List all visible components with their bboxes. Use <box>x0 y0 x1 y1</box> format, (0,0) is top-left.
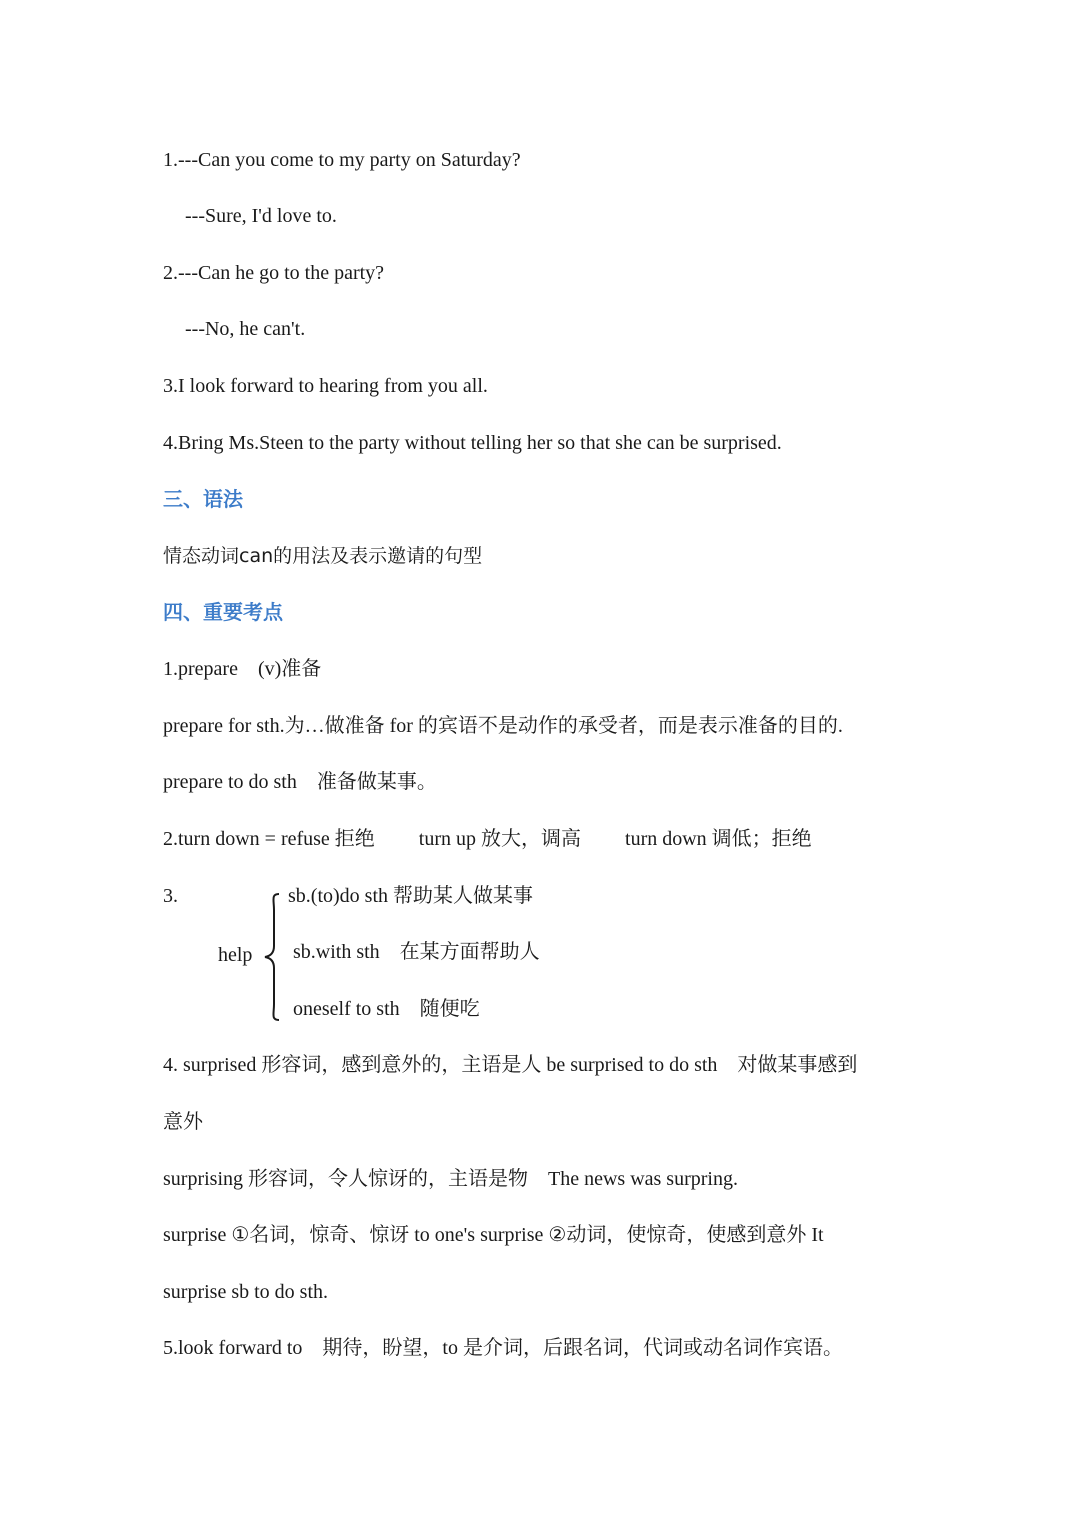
dialogue-2-question: 2.---Can he go to the party? <box>163 262 385 284</box>
help-item-1: sb.(to)do sth 帮助某人做某事 <box>288 885 533 907</box>
dialogue-1-answer: ---Sure, I'd love to. <box>185 205 337 227</box>
dialogue-2-answer: ---No, he can't. <box>185 318 306 340</box>
point-4-surprised-cont: 意外 <box>163 1111 203 1133</box>
point-4-surprised: 4. surprised 形容词，感到意外的，主语是人 be surprised to do sth 对做某事感到 <box>163 1054 858 1076</box>
point-3-number: 3. <box>163 885 178 907</box>
point-2-turn <box>163 825 812 853</box>
point-5-look-forward: 5.look forward to 期待，盼望，to 是介词，后跟名词，代词或动名词作宾语。 <box>163 1337 843 1359</box>
turn-up: turn up 放大，调高 <box>418 828 582 850</box>
section-keypoints-heading: 四、重要考点 <box>163 600 283 624</box>
turn-down-refuse: 2.turn down = refuse 拒绝 <box>163 828 375 850</box>
section-grammar-heading: 三、语法 <box>163 487 243 511</box>
grammar-text: 情态动词can的用法及表示邀请的句型 <box>163 545 483 567</box>
turn-down: turn down 调低；拒绝 <box>625 828 812 850</box>
sentence-4: 4.Bring Ms.Steen to the party without telling her so that she can be surprised. <box>163 432 782 454</box>
point-4-surprise-cont: surprise sb to do sth. <box>163 1281 328 1303</box>
point-4-surprising: surprising 形容词，令人惊讶的，主语是物 The news was surpring. <box>163 1168 738 1190</box>
point-4-surprise: surprise ①名词，惊奇、惊讶 to one's surprise ②动词，使惊奇，使感到意外 It <box>163 1224 824 1246</box>
help-item-3: oneself to sth 随便吃 <box>293 998 480 1020</box>
sentence-3: 3.I look forward to hearing from you all. <box>163 375 488 397</box>
dialogue-1-question: 1.---Can you come to my party on Saturday? <box>163 149 521 171</box>
curly-brace-icon <box>259 890 283 1024</box>
point-1-prepare: 1.prepare (v)准备 <box>163 658 322 680</box>
point-1-prepare-for: prepare for sth.为…做准备 for 的宾语不是动作的承受者，而是表示准备的目的. <box>163 715 843 737</box>
help-item-2: sb.with sth 在某方面帮助人 <box>293 941 540 963</box>
point-1-prepare-to: prepare to do sth 准备做某事。 <box>163 771 437 793</box>
help-word: help <box>218 944 253 966</box>
